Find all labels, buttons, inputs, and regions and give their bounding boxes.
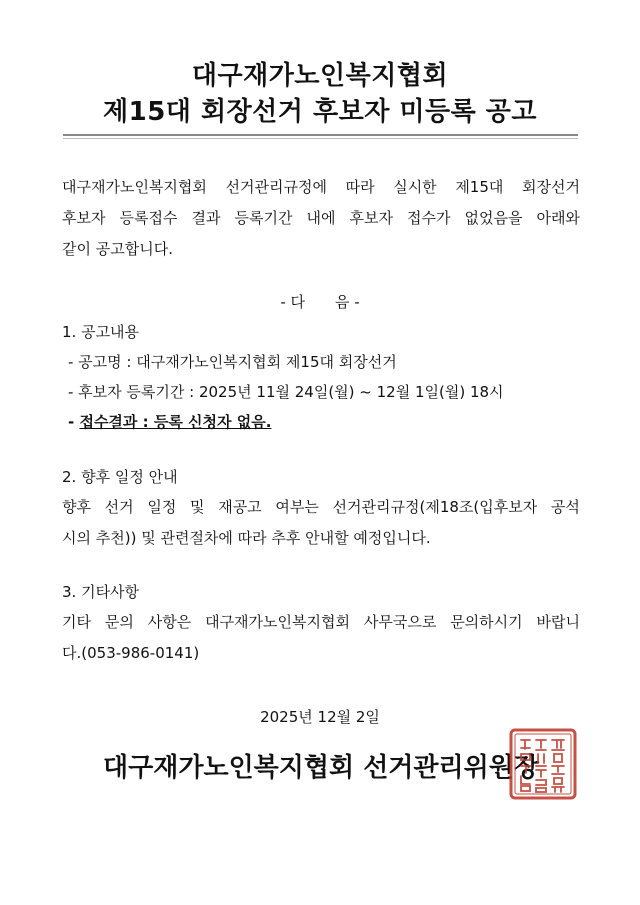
result-text: 접수결과 : 등록 신청자 없음. (79, 413, 272, 431)
section2-line-1 (62, 492, 580, 523)
section1-item-result (68, 407, 586, 438)
section2-heading: 2. 향후 일정 안내 (62, 468, 178, 486)
bullet-dash: - (68, 413, 80, 431)
title-block (0, 58, 640, 130)
word: 향후 (62, 498, 91, 516)
official-seal-stamp (509, 728, 577, 800)
word: 선거 (104, 498, 134, 516)
word: 제15대 (455, 178, 504, 196)
word: 문의하시기 (450, 613, 523, 631)
word: 및 (190, 498, 205, 516)
word: 실시한 (393, 178, 437, 196)
word: 일정 (147, 498, 177, 516)
word: 대구재가노인복지협회 (62, 178, 207, 196)
word: 여부는 (275, 498, 319, 516)
intro-paragraph (62, 172, 580, 265)
word: 공석 (550, 498, 580, 516)
word: 접수가 (406, 209, 451, 227)
word: 기타 (62, 613, 91, 631)
dameum-heading: - 다 음 - (280, 293, 360, 311)
section3-line-1 (62, 607, 580, 638)
notice-date: 2025년 12월 2일 (260, 708, 380, 726)
section2-line-2: 시의 추천)) 및 관련절차에 따라 추후 안내할 예정입니다. (62, 529, 431, 547)
word: 내에 (306, 209, 336, 227)
section3-line-2: 다.(053-986-0141) (62, 644, 200, 662)
intro-line-1 (62, 172, 580, 203)
word: 재공고 (218, 498, 262, 516)
word: 결과 (191, 209, 221, 227)
word: 선거관리규정(제18조(입후보자 (332, 498, 538, 516)
intro-line-2 (62, 203, 580, 234)
word: 사무국으로 (363, 613, 437, 631)
section2-paragraph (62, 492, 580, 554)
word: 등록기간 (234, 209, 293, 227)
intro-line-3: 같이 공고합니다. (62, 240, 173, 258)
word: 후보자 (349, 209, 393, 227)
word: 대구재가노인복지협회 (205, 613, 350, 631)
word: 선거관리규정에 (225, 178, 327, 196)
section3-paragraph (62, 607, 580, 669)
word: 바랍니 (536, 613, 580, 631)
title-divider (63, 134, 578, 136)
word: 아래와 (536, 209, 580, 227)
word: 사항은 (147, 613, 192, 631)
seal-graphic (509, 728, 577, 800)
title-notice: 제15대 회장선거 후보자 미등록 공고 (102, 97, 537, 127)
word: 등록접수 (119, 209, 178, 227)
word: 따라 (345, 178, 375, 196)
signature-line: 대구재가노인복지협회 선거관리위원장 (102, 753, 540, 783)
section1-item-period: - 후보자 등록기간 : 2025년 11월 24일(월) ~ 12월 1일(월) 18시 (68, 383, 504, 401)
word: 회장선거 (522, 178, 580, 196)
word: 후보자 (62, 209, 106, 227)
section1-item-name: - 공고명 : 대구재가노인복지협회 제15대 회장선거 (68, 353, 397, 371)
title-org: 대구재가노인복지협회 (191, 61, 449, 91)
title-divider-thin (63, 138, 578, 139)
word: 없었음을 (464, 209, 523, 227)
section1-heading: 1. 공고내용 (62, 323, 140, 341)
word: 문의 (104, 613, 134, 631)
section3-heading: 3. 기타사항 (62, 583, 140, 601)
